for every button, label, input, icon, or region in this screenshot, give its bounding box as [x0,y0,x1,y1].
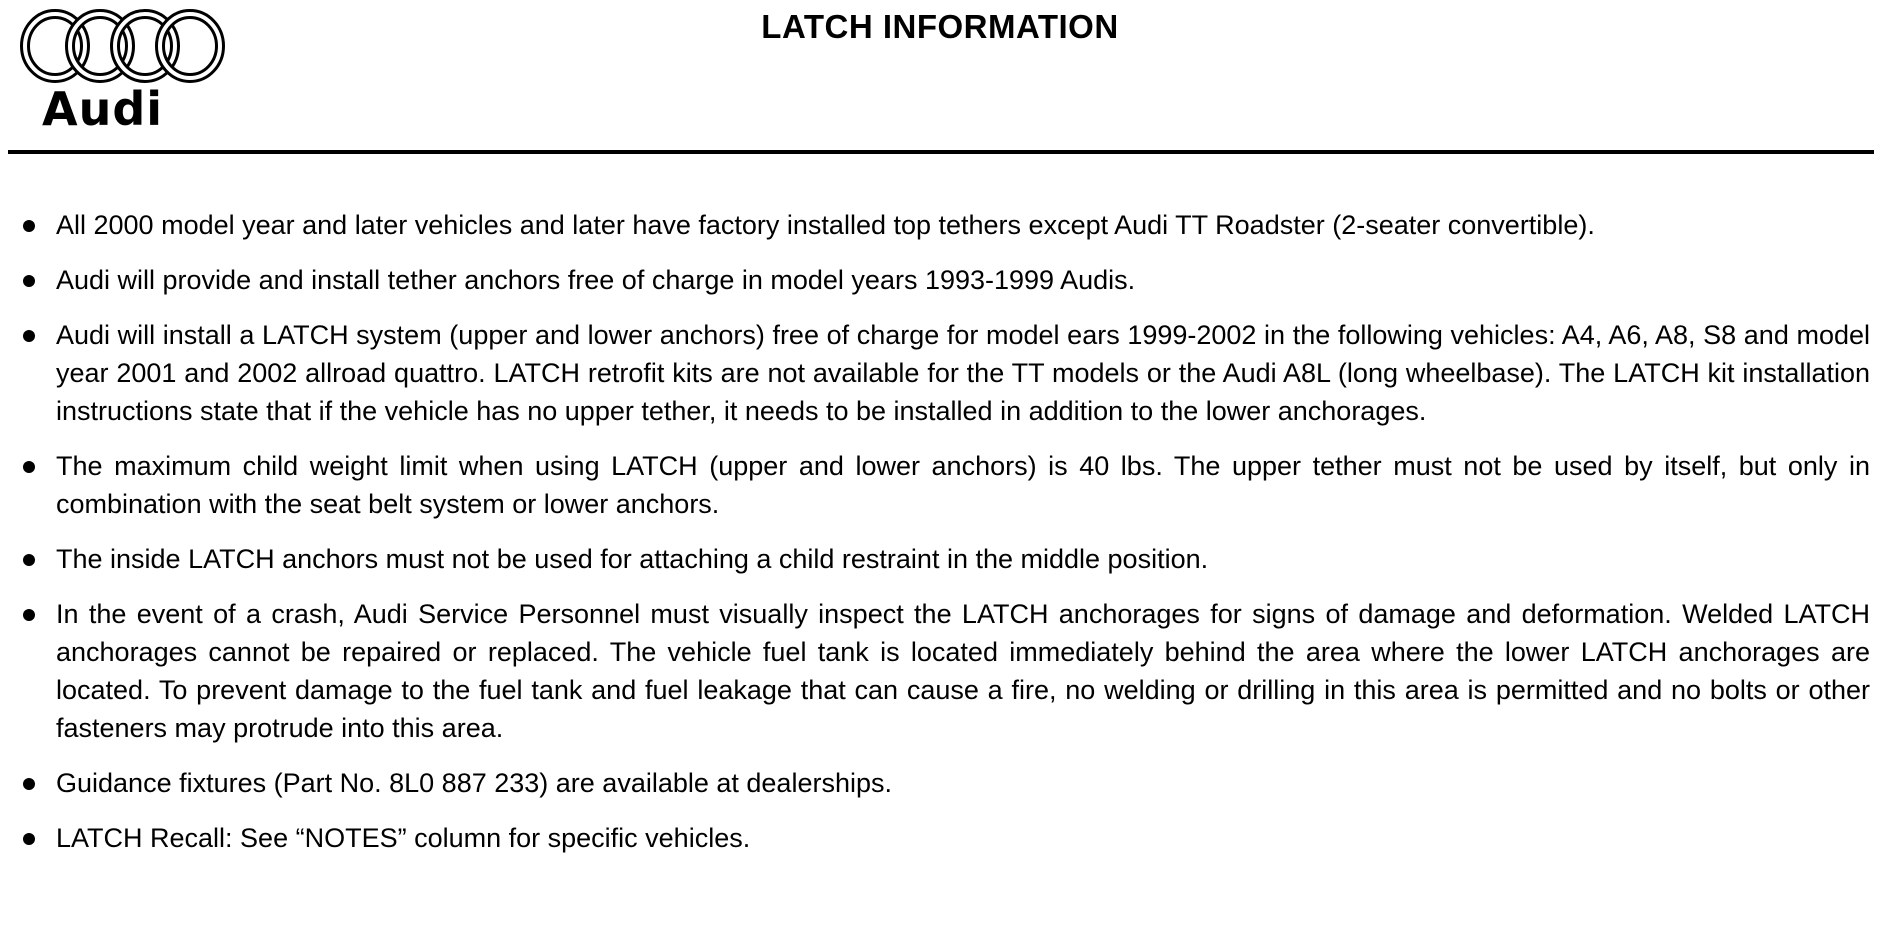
bullet-icon [23,778,35,790]
list-item [20,316,1870,430]
list-item-text: LATCH Recall: See “NOTES” column for specific vehicles. [56,823,751,853]
list-item-text: Guidance fixtures (Part No. 8L0 887 233) are available at dealerships. [56,768,892,798]
brand-wordmark: Audi [42,82,164,136]
list-item-text: Audi will provide and install tether anchors free of charge in model years 1993-1999 Audis. [56,265,1136,295]
list-item [20,764,1870,802]
page-title: LATCH INFORMATION [761,8,1119,45]
list-item [20,447,1870,523]
latch-info-list [20,206,1870,874]
list-item [20,540,1870,578]
bullet-icon [23,220,35,232]
bullet-icon [23,554,35,566]
list-item [20,595,1870,747]
list-item-text: All 2000 model year and later vehicles and later have factory installed top tethers except Audi TT Roadster (2-seater convertible). [56,210,1595,240]
list-item-text: The inside LATCH anchors must not be used for attaching a child restraint in the middle position. [56,544,1209,574]
list-item [20,206,1870,244]
list-item [20,261,1870,299]
bullet-icon [23,275,35,287]
list-item-text: Audi will install a LATCH system (upper and lower anchors) free of charge for model ears 1999-2002 in the following vehicles: A4, A6, A8, S8 and model year 2001 and 2002 allroad quattro. LATCH retrofit kits are not available for the TT models or the Audi A8L (long wheelbase). The LATCH kit installation instructions state that if the vehicle has no upper tether, it needs to be installed in addition to the lower anchorages. [56,320,1870,426]
list-item [20,819,1870,857]
page-header [0,0,1880,155]
bullet-icon [23,609,35,621]
list-item-text: The maximum child weight limit when using LATCH (upper and lower anchors) is 40 lbs. The upper tether must not be used by itself, but only in combination with the seat belt system or lower anchors. [56,451,1870,519]
header-divider [8,150,1874,154]
list-item-text: In the event of a crash, Audi Service Personnel must visually inspect the LATCH anchorages for signs of damage and deformation. Welded LATCH anchorages cannot be repaired or replaced. The vehicle fuel tank is located immediately behind the area where the lower LATCH anchorages are located. To prevent damage to the fuel tank and fuel leakage that can cause a fire, no welding or drilling in this area is permitted and no bolts or other fasteners may protrude into this area. [56,599,1870,743]
bullet-icon [23,833,35,845]
bullet-icon [23,330,35,342]
bullet-icon [23,461,35,473]
